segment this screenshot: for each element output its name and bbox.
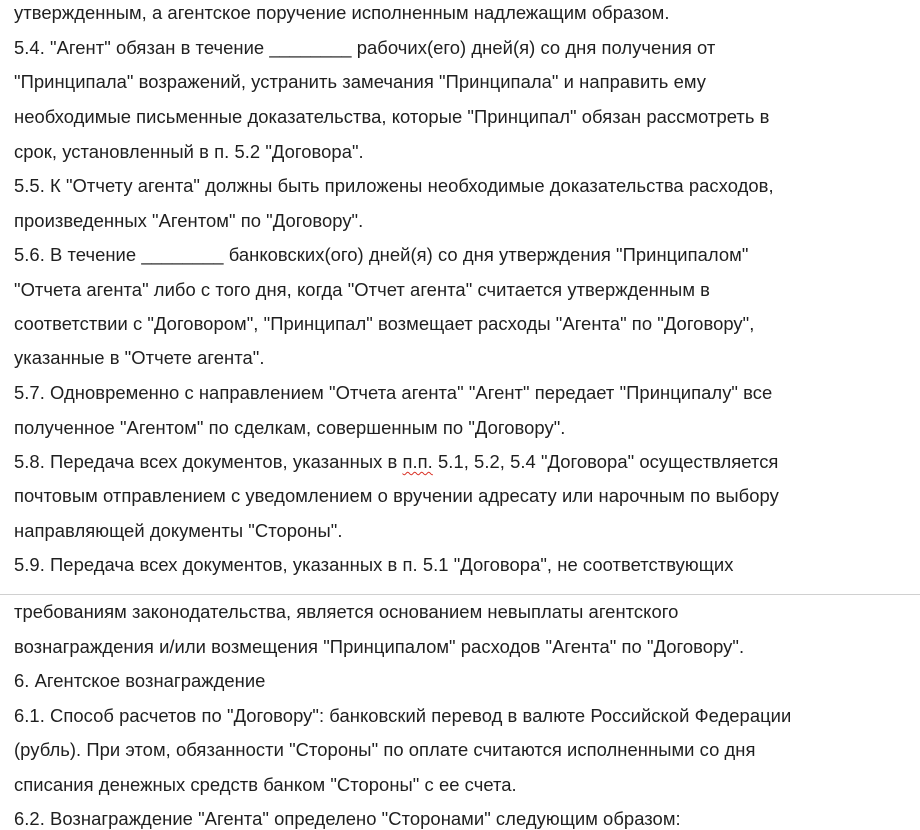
text-line: 5.7. Одновременно с направлением "Отчета агента" "Агент" передает "Принципалу" все <box>14 382 773 403</box>
text-line: 6.1. Способ расчетов по "Договору": банковский перевод в валюте Российской Федерации <box>14 705 792 726</box>
text-line: списания денежных средств банком "Стороны" с ее счета. <box>14 774 517 795</box>
text-line: 5.6. В течение ________ банковских(ого) дней(я) со дня утверждения "Принципалом" <box>14 244 749 265</box>
text-line: требованиям законодательства, является основанием невыплаты агентского <box>14 601 679 622</box>
text-line: 5.4. "Агент" обязан в течение ________ рабочих(его) дней(я) со дня получения от <box>14 37 716 58</box>
text-line: срок, установленный в п. 5.2 "Договора". <box>14 141 364 162</box>
text-line: вознаграждения и/или возмещения "Принципалом" расходов "Агента" по "Договору". <box>14 636 745 657</box>
document-page-2 <box>0 595 920 830</box>
text-line: необходимые письменные доказательства, которые "Принципал" обязан рассмотреть в <box>14 106 770 127</box>
text-line: "Отчета агента" либо с того дня, когда "Отчет агента" считается утвержденным в <box>14 279 710 300</box>
text-line: произведенных "Агентом" по "Договору". <box>14 210 364 231</box>
text-line: направляющей документы "Стороны". <box>14 520 343 541</box>
text-segment: 5.1, 5.2, 5.4 "Договора" осуществляется <box>432 451 779 472</box>
text-line <box>14 451 778 473</box>
text-line: полученное "Агентом" по сделкам, совершенным по "Договору". <box>14 417 566 438</box>
section-heading: 6. Агентское вознаграждение <box>14 670 266 691</box>
text-line: "Принципала" возражений, устранить замечания "Принципала" и направить ему <box>14 71 707 92</box>
text-line: указанные в "Отчете агента". <box>14 347 265 368</box>
text-line: (рубль). При этом, обязанности "Стороны" по оплате считаются исполненными со дня <box>14 739 756 760</box>
text-line: утвержденным, а агентское поручение исполненным надлежащим образом. <box>14 2 670 23</box>
text-line: почтовым отправлением с уведомлением о вручении адресату или нарочным по выбору <box>14 485 779 506</box>
text-line: 5.5. К "Отчету агента" должны быть приложены необходимые доказательства расходов, <box>14 175 774 196</box>
spellcheck-flagged-word[interactable]: п.п. <box>402 451 433 472</box>
text-line: соответствии с "Договором", "Принципал" возмещает расходы "Агента" по "Договору", <box>14 313 755 334</box>
text-line: 6.2. Вознаграждение "Агента" определено "Сторонами" следующим образом: <box>14 808 681 829</box>
text-line: 5.9. Передача всех документов, указанных в п. 5.1 "Договора", не соответствующих <box>14 554 734 575</box>
text-segment: 5.8. Передача всех документов, указанных в <box>14 451 403 472</box>
